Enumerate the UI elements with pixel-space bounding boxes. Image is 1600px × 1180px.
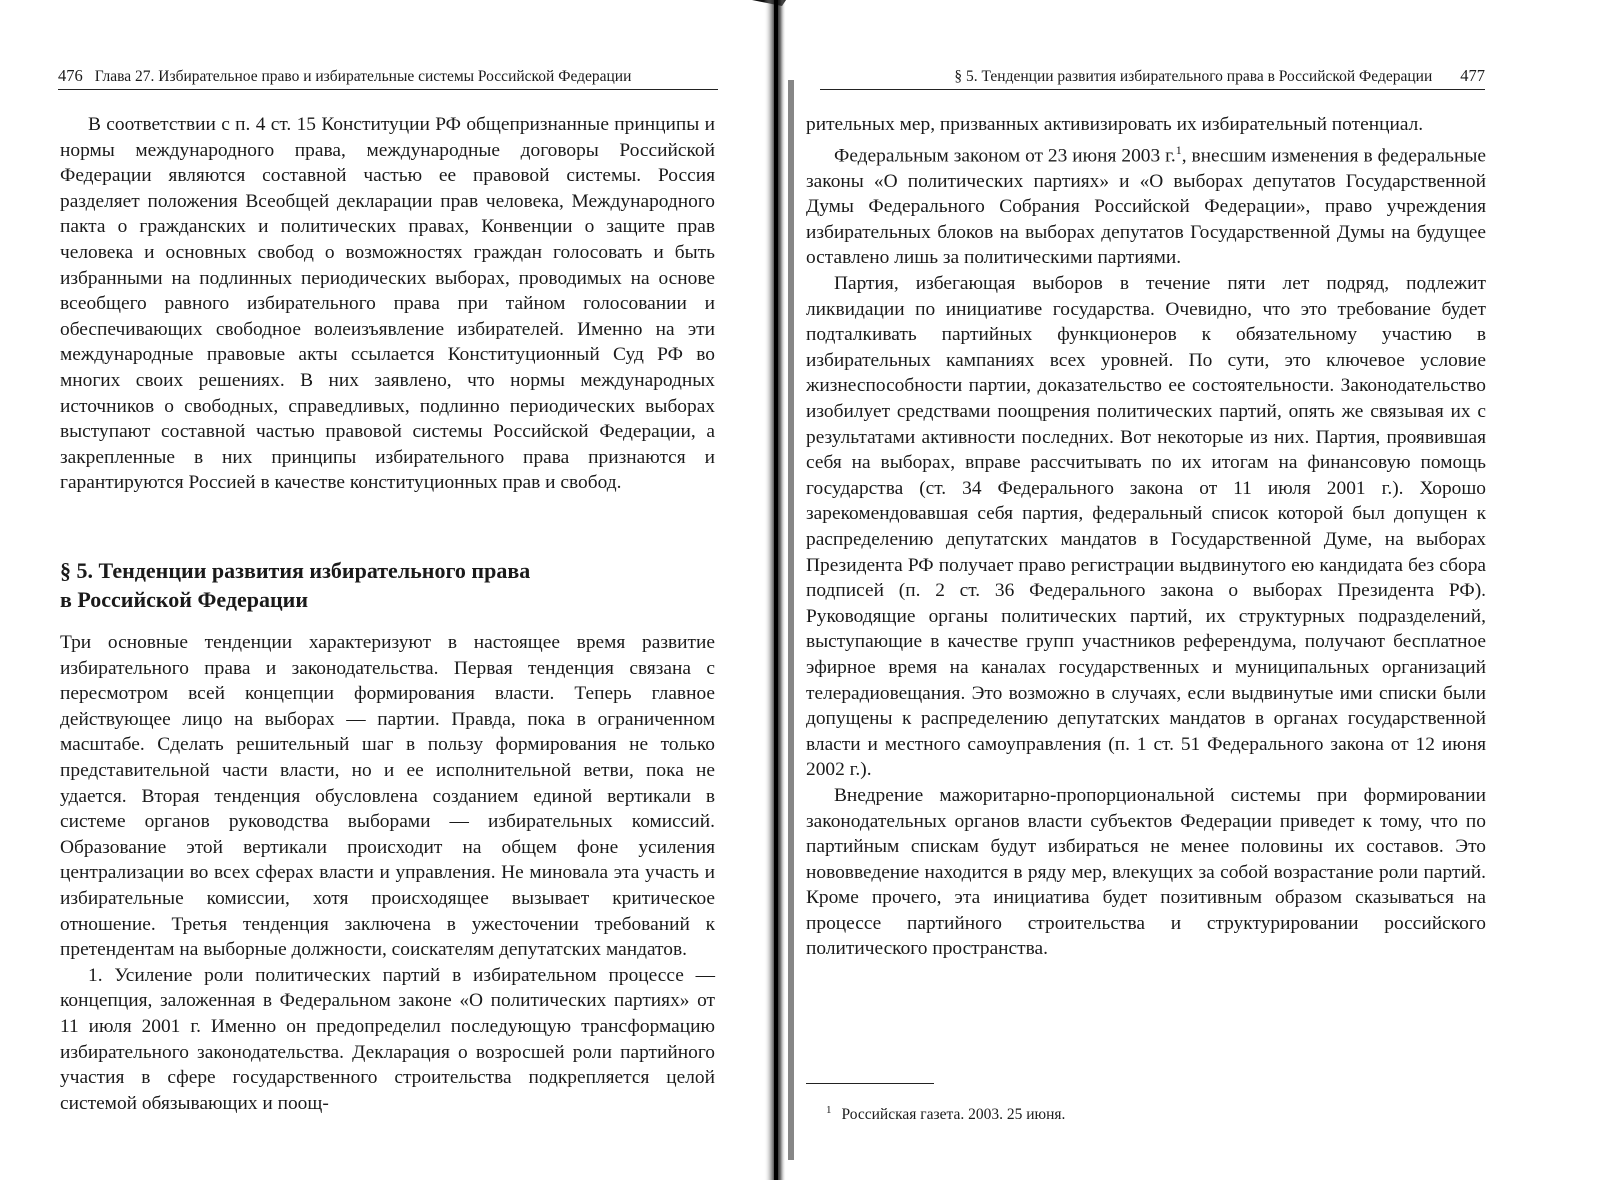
section-heading-line-1: § 5. Тенденции развития избирательного права	[60, 558, 531, 583]
right-running-head-title: § 5. Тенденции развития избирательного права в Российской Федерации	[954, 68, 1433, 85]
right-paragraph-2-end: , внесшим изменения в федеральные законы «О политических партиях» и «О выборах депутатов Государственной Думы Федерального Собрания Российской Федерации», право учреждения избирательных блоков на выборах депутатов Государственной Думы на будущее оставлено лишь за политическими партиями.	[806, 145, 1487, 269]
footnote-divider	[806, 1083, 934, 1084]
right-paragraph-1: рительных мер, призванных активизировать их избирательный потенциал.	[806, 114, 1424, 135]
left-page	[0, 0, 770, 1180]
section-heading-line-2: в Российской Федерации	[60, 587, 309, 612]
left-paragraph-1: В соответствии с п. 4 ст. 15 Конституции РФ общепризнанные принципы и нормы международного права, международные договоры Российской Федерации являются составной частью ее правовой системы. Россия разделяет положения Всеобщей декларации прав человека, Международного пакта о гражданских и политических правах, Конвенции о защите прав человека и основных свобод о возможностях граждан голосовать и быть избранными на подлинных периодических выборах, проводимых на основе всеобщего равного избирательного права при тайном голосовании и обеспечивающих свободное волеизъявление избирателей. Именно на эти международные правовые акты ссылается Конституционный Суд РФ во многих своих решениях. В них заявлено, что нормы международных источников о свободных, справедливых, подлинно периодических выборах выступают составной частью правовой системы Российской Федерации, а закрепленные в них принципы избирательного права признаются и гарантируются Россией в качестве конституционных прав и свобод.	[60, 114, 715, 494]
footnote-text: Российская газета. 2003. 25 июня.	[841, 1106, 1066, 1124]
left-paragraph-3: 1. Усиление роли политических партий в избирательном процессе — концепция, заложенная в Федеральном законе «О политических партиях» от 11 июля 2001 г. Именно он предопределил последующую трансформацию избирательного законодательства. Декларация о возросшей роли партийного участия в сфере государственного строительства подкрепляется целой системой обязывающих и поощ-	[60, 964, 715, 1114]
right-paragraph-4: Внедрение мажоритарно-пропорциональной системы при формировании законодательных органов власти субъектов Федерации приведет к тому, что по партийным спискам будут избираться не менее половины их составов. Это нововведение находится в ряду мер, влекущих за собой возрастание роли партий. Кроме прочего, эта инициатива будет позитивным образом сказываться на процессе партийного строительства и структурировании российского политического пространства.	[806, 784, 1486, 960]
left-paragraph-2: Три основные тенденции характеризуют в настоящее время развитие избирательного права и законодательства. Первая тенденция связана с пересмотром всей концепции формирования власти. Теперь главное действующее лицо на выборах — партии. Правда, пока в ограниченном масштабе. Сделать решительный шаг в пользу формирования не только представительной части власти, но и ее исполнительной ветви, пока не удается. Вторая тенденция обусловлена созданием единой вертикали в системе органов руководства выборами — избирательных комиссий. Образование этой вертикали происходит на общем фоне усиления централизации во всех сферах власти и управления. Не миновала эта участь и избирательные комиссии, хотя происходящее вызывает критическое отношение. Третья тенденция заключена в ужесточении требований к претендентам на выборные должности, соискателям депутатских мандатов.	[60, 632, 715, 961]
right-paragraph-3: Партия, избегающая выборов в течение пяти лет подряд, подлежит ликвидации по инициативе государства. Очевидно, что это требование будет подталкивать партийных функционеров к обязательному участию в избирательных кампаниях всех уровней. По сути, это ключевое условие жизнеспособности партии, доказательство ее состоятельности. Законодательство изобилует средствами поощрения политических партий, опять же связывая их с результатами активности последних. Вот некоторые из них. Партия, проявившая себя на выборах, вправе рассчитывать по их итогам на финансовую помощь государства (ст. 34 Федерального закона от 11 июля 2001 г.). Хорошо зарекомендовавшая себя партия, федеральный список которой был допущен к распределению депутатских мандатов в Государственной Думе, на выборах Президента РФ получает право регистрации выдвинутого ею кандидата без сбора подписей (п. 2 ст. 36 Федерального закона о выборах Президента РФ). Руководящие органы политических партий, их структурных подразделений, выступающие в качестве групп участников референдума, получают бесплатное эфирное время на каналах государственных и муниципальных организаций телерадиовещания. Это возможно в случаях, если выдвинутые ими списки были допущены к распределению депутатских мандатов в органах государственной власти и местного самоуправления (п. 1 ст. 51 Федерального закона от 12 июня 2002 г.).	[806, 273, 1486, 781]
footnote-number: 1	[826, 1104, 832, 1116]
footnote-reference[interactable]: 1	[1175, 142, 1182, 157]
left-body-top	[60, 112, 715, 496]
right-paragraph-2	[806, 138, 1486, 271]
right-paragraph-2-start: Федеральным законом от 23 июня 2003 г.	[834, 145, 1176, 167]
left-running-head	[58, 62, 718, 90]
left-body-bottom	[60, 630, 715, 1116]
left-section-heading	[60, 556, 715, 614]
left-page-number: 476	[58, 66, 83, 85]
right-body	[806, 112, 1486, 962]
right-page	[770, 0, 1600, 1180]
footnote	[826, 1100, 1065, 1125]
right-page-number: 477	[1460, 66, 1485, 85]
right-running-head	[820, 62, 1485, 90]
left-running-head-title: Глава 27. Избирательное право и избирательные системы Российской Федерации	[94, 68, 632, 85]
